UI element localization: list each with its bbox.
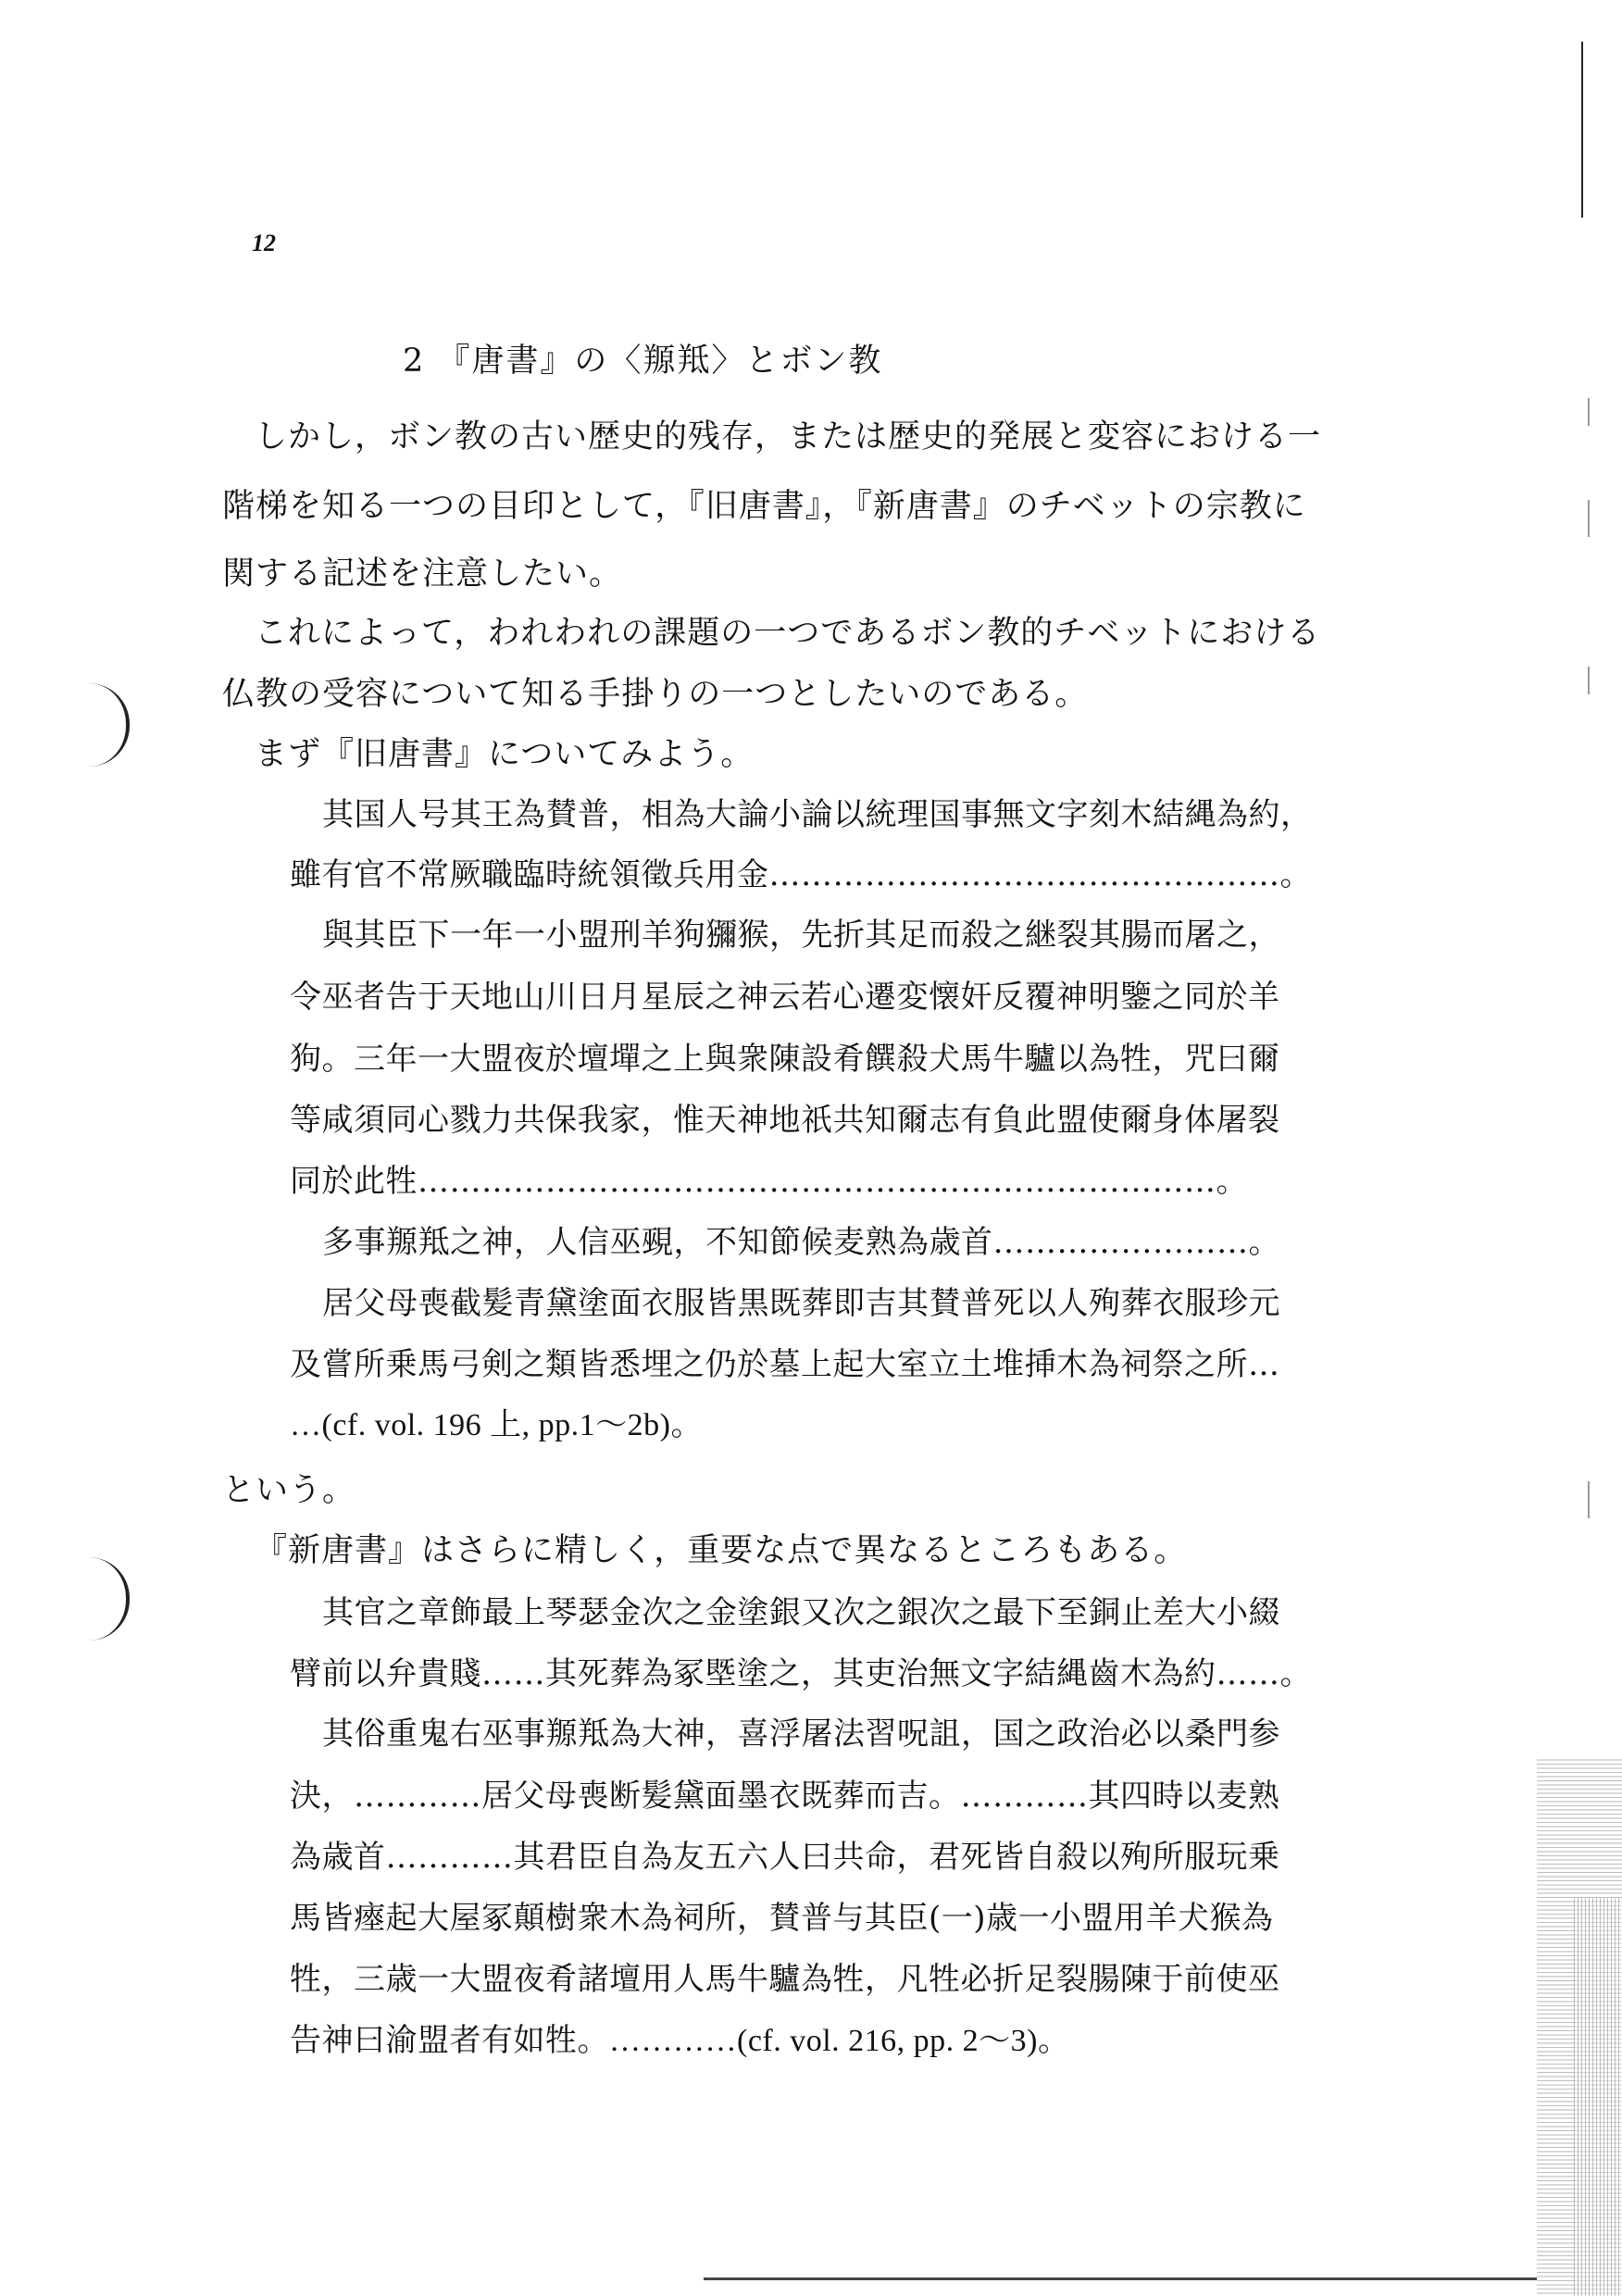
quote-line: 居父母喪截髪青黛塗面衣服皆黒既葬即吉其賛普死以人殉葬衣服珍元 xyxy=(322,1285,1280,1322)
quote-line: 令巫者告于天地山川日月星辰之神云若心遷変懐奸反覆神明鑒之同於羊 xyxy=(290,979,1280,1016)
body-line: 関する記述を注意したい。 xyxy=(222,555,623,593)
body-line: 『新唐書』はさらに精しく，重要な点で異なるところもある。 xyxy=(255,1532,1188,1569)
body-line: 仏教の受容について知る手掛りの一つとしたいのである。 xyxy=(222,676,1089,713)
scan-edge-tick xyxy=(1588,667,1590,694)
citation-line: 告神曰渝盟者有如牲。…………(cf. vol. 216, pp. 2〜3)。 xyxy=(290,2024,1070,2058)
citation-line: …(cf. vol. 196 上, pp.1〜2b)。 xyxy=(290,1408,704,1442)
quote-line: 多事羱羝之神，人信巫覡，不知節候麦熟為歳首……………………。 xyxy=(322,1224,1280,1261)
body-line: これによって，われわれの課題の一つであるボン教的チベットにおける xyxy=(255,615,1321,652)
quote-line: 雖有官不常厥職臨時統領徵兵用金…………………………………………。 xyxy=(290,856,1312,893)
quote-line: 及嘗所乗馬弓剣之類皆悉埋之仍於墓上起大室立土堆挿木為祠祭之所… xyxy=(290,1346,1280,1383)
body-line: しかし，ボン教の古い歴史的残存，または歴史的発展と変容における一 xyxy=(255,418,1322,455)
quote-line: 馬皆瘞起大屋冢顛樹衆木為祠所，賛普与其臣(一)歳一小盟用羊犬猴為 xyxy=(290,1900,1274,1937)
quote-line: 臂前以弁貴賤……其死葬為冢塈塗之，其吏治無文字結縄齒木為約……。 xyxy=(290,1655,1312,1692)
body-line: まず『旧唐書』についてみよう。 xyxy=(255,736,755,773)
quote-line: 為歳首…………其君臣自為友五六人曰共命，君死皆自殺以殉所服玩乗 xyxy=(290,1839,1280,1876)
scan-edge-tick xyxy=(1588,398,1590,426)
quote-line: 與其臣下一年一小盟刑羊狗獼猴，先折其足而殺之継裂其腸而屠之， xyxy=(322,917,1280,954)
quote-line: 其官之章飾最上琴瑟金次之金塗銀又次之銀次之最下至銅止差大小綴 xyxy=(322,1594,1280,1631)
scan-edge-rule xyxy=(1581,42,1583,218)
page-number: 12 xyxy=(252,230,276,256)
quote-line: 決，…………居父母喪断髪黛面墨衣既葬而吉。…………其四時以麦熟 xyxy=(290,1778,1280,1815)
quote-line: 狗。三年一大盟夜於壇墠之上與衆陳設肴饌殺犬馬牛驢以為牲，咒曰爾 xyxy=(290,1041,1280,1078)
quote-line: 同於此牲…………………………………………………………………。 xyxy=(290,1163,1248,1200)
quote-line: 等咸須同心戮力共保我家，惟天神地祇共知爾志有負此盟使爾身体屠裂 xyxy=(290,1102,1280,1139)
quote-line: 其俗重鬼右巫事羱羝為大神，喜浮屠法習呪詛，国之政治必以桑門参 xyxy=(322,1716,1280,1753)
scan-edge-noise xyxy=(1574,1898,1622,2296)
scan-edge-tick xyxy=(1588,1481,1590,1518)
body-line: 階梯を知る一つの目印として，『旧唐書』，『新唐書』のチベットの宗教に xyxy=(222,488,1306,525)
body-line: という。 xyxy=(222,1472,356,1509)
binding-bracket xyxy=(89,1557,130,1641)
quote-line: 牲，三歳一大盟夜肴諸壇用人馬牛驢為牲，凡牲必折足裂腸陳于前使巫 xyxy=(290,1961,1280,1998)
binding-bracket xyxy=(89,683,130,767)
scan-edge-tick xyxy=(1588,500,1590,537)
scan-bottom-rule xyxy=(704,2277,1537,2280)
quote-line: 其国人号其王為賛普，相為大論小論以統理国事無文字刻木結縄為約， xyxy=(322,796,1313,833)
section-heading: 2 『唐書』の〈羱羝〉とボン教 xyxy=(403,343,883,380)
